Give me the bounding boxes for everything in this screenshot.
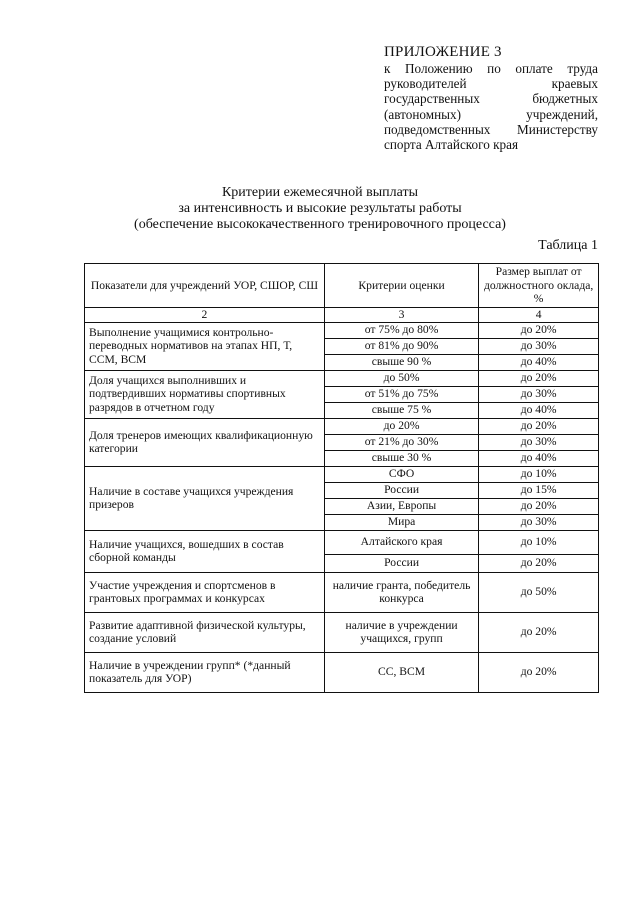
payment-cell: до 30% xyxy=(479,434,599,450)
criterion-cell: до 50% xyxy=(324,370,478,386)
table-row xyxy=(85,612,599,652)
heading-line-2: за интенсивность и высокие результаты работы xyxy=(178,201,462,216)
heading-line-3: (обеспечение высококачественного тренировочного процесса) xyxy=(134,217,506,232)
criterion-cell: Азии, Европы xyxy=(324,498,478,514)
table-row xyxy=(85,530,599,554)
payment-cell: до 30% xyxy=(479,386,599,402)
payment-cell: до 20% xyxy=(479,370,599,386)
criterion-cell: от 51% до 75% xyxy=(324,386,478,402)
table-row xyxy=(85,572,599,612)
criterion-cell: от 75% до 80% xyxy=(324,322,478,338)
criterion-cell: СС, ВСМ xyxy=(324,652,478,692)
criterion-cell: наличие в учреждении учащихся, групп xyxy=(324,612,478,652)
indicator-cell: Наличие в составе учащихся учреждения призеров xyxy=(85,466,325,530)
header-criteria: Критерии оценки xyxy=(324,264,478,308)
column-number-3: 3 xyxy=(324,308,478,323)
payment-cell: до 10% xyxy=(479,466,599,482)
criterion-cell: свыше 30 % xyxy=(324,450,478,466)
indicator-cell: Участие учреждения и спортсменов в грантовых программах и конкурсах xyxy=(85,572,325,612)
table-row xyxy=(85,418,599,434)
criterion-cell: России xyxy=(324,482,478,498)
payment-cell: до 10% xyxy=(479,530,599,554)
criterion-cell: свыше 90 % xyxy=(324,354,478,370)
payment-cell: до 40% xyxy=(479,354,599,370)
criterion-cell: Мира xyxy=(324,514,478,530)
table-body xyxy=(85,322,599,692)
indicator-cell: Наличие в учреждении групп* (*данный показатель для УОР) xyxy=(85,652,325,692)
table-row xyxy=(85,370,599,386)
indicator-cell: Наличие учащихся, вошедших в состав сборной команды xyxy=(85,530,325,572)
criterion-cell: СФО xyxy=(324,466,478,482)
indicator-cell: Доля тренеров имеющих квалификационную категории xyxy=(85,418,325,466)
payment-cell: до 20% xyxy=(479,418,599,434)
criterion-cell: от 21% до 30% xyxy=(324,434,478,450)
criterion-cell: наличие гранта, победитель конкурса xyxy=(324,572,478,612)
column-number-4: 4 xyxy=(479,308,599,323)
payment-cell: до 40% xyxy=(479,402,599,418)
heading-line-1: Критерии ежемесячной выплаты xyxy=(221,185,419,200)
payment-cell: до 20% xyxy=(479,498,599,514)
criteria-table xyxy=(84,263,599,693)
appendix-text: к Положению по оплате труда руководителей краевых государственных бюджетных (автономных) учреждений, подведомственных Министерству спорта Алтайского края xyxy=(384,61,598,153)
payment-cell: до 20% xyxy=(479,652,599,692)
payment-cell: до 20% xyxy=(479,554,599,572)
criterion-cell: от 81% до 90% xyxy=(324,338,478,354)
payment-cell: до 30% xyxy=(479,514,599,530)
criterion-cell: России xyxy=(324,554,478,572)
payment-cell: до 50% xyxy=(479,572,599,612)
table-row xyxy=(85,322,599,338)
indicator-cell: Доля учащихся выполнивших и подтвердивших нормативы спортивных разрядов в отчетном году xyxy=(85,370,325,418)
payment-cell: до 15% xyxy=(479,482,599,498)
table-label: Таблица 1 xyxy=(538,238,598,253)
header-indicators: Показатели для учреждений УОР, СШОР, СШ xyxy=(85,264,325,308)
appendix-block xyxy=(384,44,598,152)
payment-cell: до 20% xyxy=(479,612,599,652)
indicator-cell: Выполнение учащимися контрольно-переводных нормативов на этапах НП, Т, ССМ, ВСМ xyxy=(85,322,325,370)
indicator-cell: Развитие адаптивной физической культуры, создание условий xyxy=(85,612,325,652)
document-heading xyxy=(120,185,520,233)
criterion-cell: до 20% xyxy=(324,418,478,434)
appendix-title: ПРИЛОЖЕНИЕ 3 xyxy=(384,44,502,60)
payment-cell: до 20% xyxy=(479,322,599,338)
payment-cell: до 40% xyxy=(479,450,599,466)
table-row xyxy=(85,652,599,692)
column-number-2: 2 xyxy=(85,308,325,323)
criterion-cell: свыше 75 % xyxy=(324,402,478,418)
criterion-cell: Алтайского края xyxy=(324,530,478,554)
table-row xyxy=(85,466,599,482)
header-payment: Размер выплат от должностного оклада, % xyxy=(479,264,599,308)
payment-cell: до 30% xyxy=(479,338,599,354)
